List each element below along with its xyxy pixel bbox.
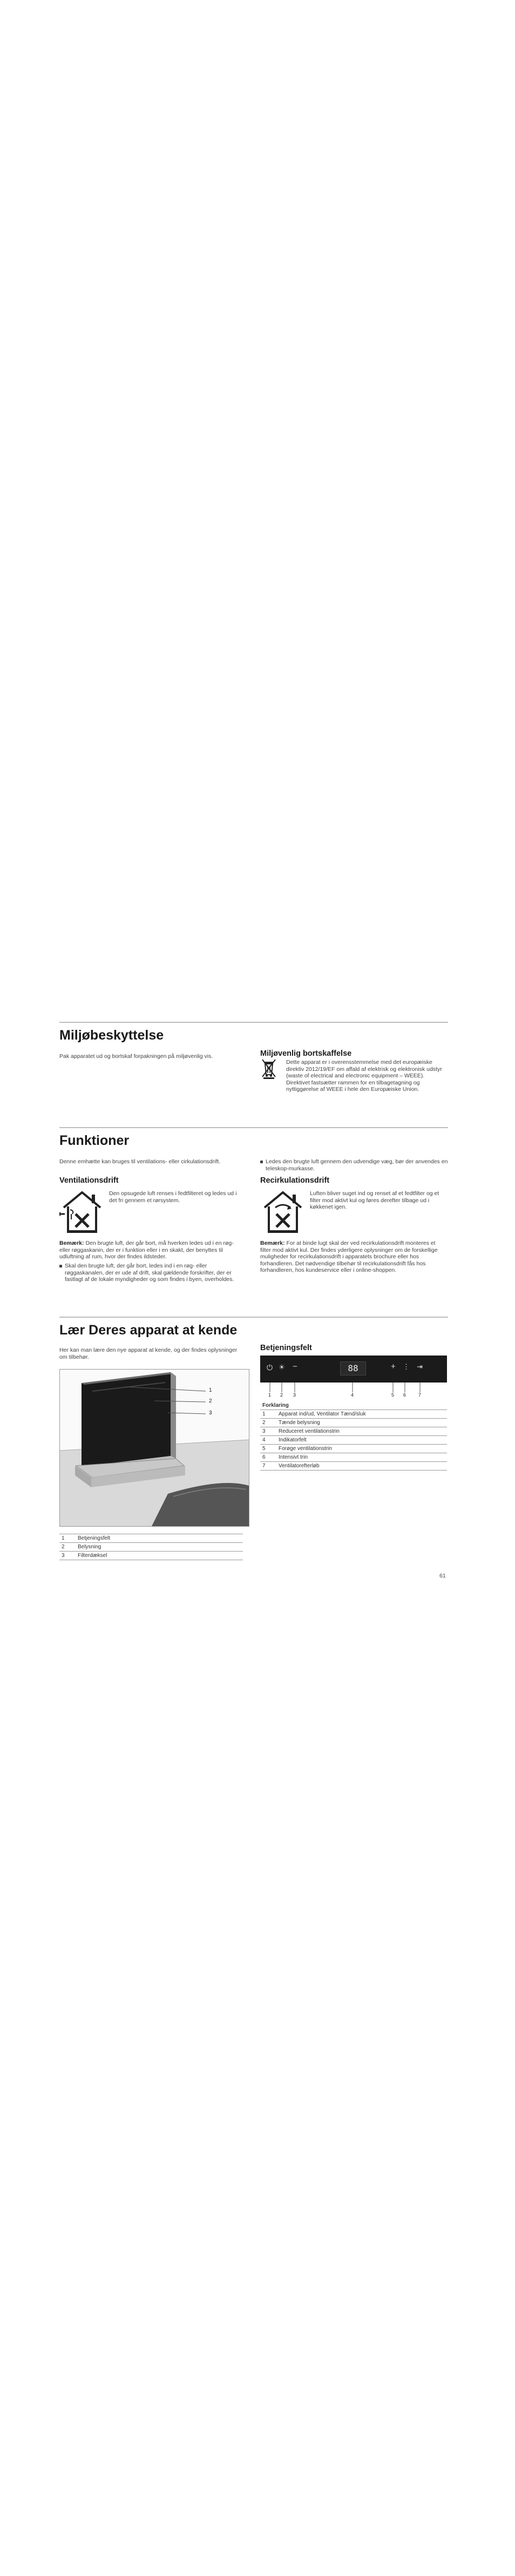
heading-miljobeskyttelse: Miljøbeskyttelse — [59, 1028, 164, 1043]
illustration-callout-1: 1 — [209, 1387, 212, 1393]
table-row — [260, 1445, 447, 1453]
row-number: 3 — [59, 1552, 76, 1560]
page-number: 61 — [439, 1573, 446, 1579]
row-number: 1 — [260, 1410, 276, 1419]
recirc-note — [260, 1240, 446, 1274]
legend-header-row — [260, 1402, 447, 1410]
table-row — [59, 1534, 243, 1543]
vent-note-text: Den brugte luft, der går bort, må hverken ledes ud i en røg- eller røggaskanin, der er i funktion eller i en skakt, der benyttes til udluftning af rum, hvor der findes ildsteder. — [59, 1240, 234, 1260]
row-label: Intensivt trin — [276, 1453, 447, 1462]
funktioner-right-bullet: Ledes den brugte luft gennem den udvendige væg, bør der anvendes en teleskop-murkasse. — [260, 1158, 449, 1172]
legend-title: Forklaring — [260, 1402, 447, 1410]
increase-button-icon[interactable]: + — [391, 1362, 396, 1371]
row-label: Reduceret ventilationstrin — [276, 1427, 447, 1436]
panel-callout-4: 4 — [351, 1392, 354, 1398]
heading-ventilationsdrift: Ventilationsdrift — [59, 1176, 119, 1185]
control-panel — [260, 1356, 447, 1383]
row-label: Filterdæksel — [76, 1552, 243, 1560]
table-row — [59, 1543, 243, 1552]
heading-miljovenlig-bortskaffelse: Miljøvenlig bortskaffelse — [260, 1049, 352, 1058]
appliance-illustration — [59, 1369, 249, 1527]
row-number: 5 — [260, 1445, 276, 1453]
row-label: Ventilatorefterløb — [276, 1462, 447, 1471]
miljo-disposal-text: Dette apparat er i overensstemmelse med det europæiske direktiv 2012/19/EF om affald af elektrisk og elektronisk udstyr (waste of electrical and electronic equipment – WEEE). Direktivet fastsætter rammen for en tilbagetagning og nyttiggørelse af WEEE i hele den Europæiske Union. — [286, 1059, 442, 1093]
panel-callout-7: 7 — [418, 1392, 422, 1398]
afterrun-button-icon[interactable]: ⇥ — [417, 1363, 423, 1371]
section-rule-apparat — [59, 1317, 448, 1318]
light-button-icon[interactable]: ☀ — [279, 1363, 285, 1371]
apparat-intro: Her kan man lære den nye apparat at kende, og der findes oplysninger om tilbehør. — [59, 1347, 238, 1360]
heading-laer-deres-apparat: Lær Deres apparat at kende — [59, 1323, 238, 1338]
funktioner-intro: Denne emhætte kan bruges til ventilations- eller cirkulationsdrift. — [59, 1158, 221, 1165]
row-label: Belysning — [76, 1543, 243, 1552]
table-row — [59, 1552, 243, 1560]
illustration-callout-3: 3 — [209, 1410, 212, 1416]
recirculation-house-icon — [260, 1188, 303, 1234]
panel-callout-2: 2 — [280, 1392, 283, 1398]
vent-text: Den opsugede luft renses i fedtfilteret og ledes ud i det fri gennem et rørsystem. — [109, 1190, 237, 1204]
row-number: 3 — [260, 1427, 276, 1436]
row-number: 2 — [260, 1419, 276, 1427]
section-rule-funktioner — [59, 1127, 448, 1128]
row-label: Betjeningsfelt — [76, 1534, 243, 1543]
row-label: Forøge ventilationstrin — [276, 1445, 447, 1453]
table-row — [260, 1436, 447, 1445]
table-row — [260, 1462, 447, 1471]
heading-betjeningsfelt: Betjeningsfelt — [260, 1344, 312, 1352]
heading-recirkulationsdrift: Recirkulationsdrift — [260, 1176, 330, 1185]
table-row — [260, 1427, 447, 1436]
row-number: 6 — [260, 1453, 276, 1462]
row-number: 7 — [260, 1462, 276, 1471]
panel-callout-lines — [260, 1383, 447, 1399]
parts-table — [59, 1534, 243, 1560]
row-label: Tænde belysning — [276, 1419, 447, 1427]
illustration-callout-2: 2 — [209, 1398, 212, 1404]
vent-note-label: Bemærk: — [59, 1240, 84, 1246]
intensive-button-icon[interactable]: ⋮ — [403, 1363, 410, 1371]
ventilation-house-icon — [59, 1188, 103, 1234]
recirc-note-label: Bemærk: — [260, 1240, 285, 1246]
table-row — [260, 1410, 447, 1419]
table-row — [260, 1419, 447, 1427]
row-number: 1 — [59, 1534, 76, 1543]
panel-callout-3: 3 — [293, 1392, 296, 1398]
vent-note — [59, 1240, 243, 1260]
section-rule-miljo — [59, 1022, 448, 1023]
vent-bullet: Skal den brugte luft, der går bort, ledes ind i en røg- eller røggaskanalen, der er ude af drift, skal gældende forskrifter, der er fastlagt af de lokale myndigheder og som findes i byen, overholdes. — [59, 1263, 243, 1283]
legend-table — [260, 1402, 447, 1471]
row-number: 2 — [59, 1543, 76, 1552]
decrease-button-icon[interactable]: − — [293, 1362, 297, 1371]
power-button-icon[interactable]: ⏻ — [267, 1363, 273, 1372]
row-number: 4 — [260, 1436, 276, 1445]
weee-bin-icon — [261, 1058, 276, 1079]
row-label: Indikatorfelt — [276, 1436, 447, 1445]
panel-callout-6: 6 — [403, 1392, 406, 1398]
recirc-note-text: For at binde lugt skal der ved recirkulationsdrift monteres et filter mod aktivt kul. Der findes yderligere oplysninger om de forskellige muligheder for recirkulationsdrift i apparatets brochure eller hos forhandleren. Det nødvendige tilbehør til recirkulationsdrift fås hos forhandleren, hos kundeservice eller i online-shoppen. — [260, 1240, 438, 1273]
panel-callout-1: 1 — [268, 1392, 272, 1398]
panel-callout-5: 5 — [391, 1392, 395, 1398]
table-row — [260, 1453, 447, 1462]
heading-funktioner: Funktioner — [59, 1133, 130, 1148]
recirc-text: Luften bliver suget ind og renset af et fedtfilter og et filter mod aktivt kul og føres derefter tilbage ud i køkkenet igen. — [310, 1190, 439, 1210]
indicator-display: 88 — [340, 1361, 366, 1375]
miljo-intro: Pak apparatet ud og bortskaf forpakningen på miljøvenlig vis. — [59, 1053, 213, 1060]
row-label: Apparat ind/ud, Ventilator Tænd/sluk — [276, 1410, 447, 1419]
